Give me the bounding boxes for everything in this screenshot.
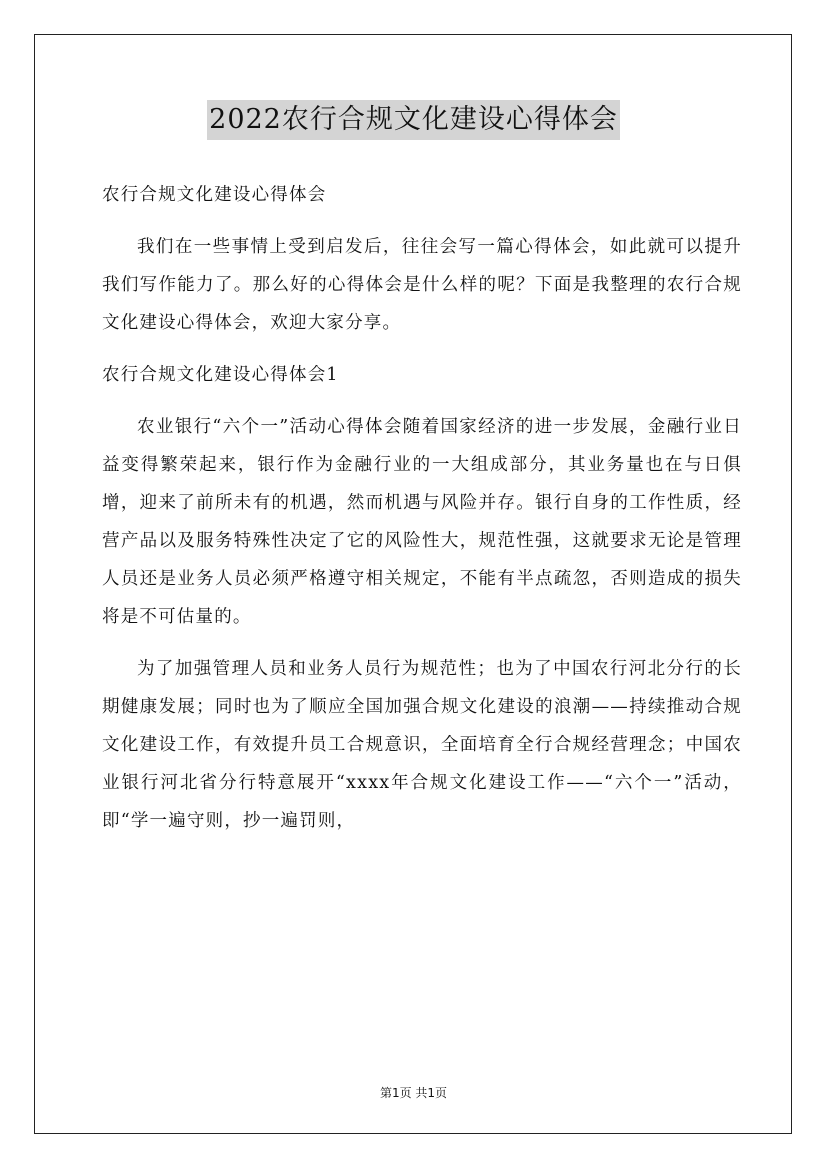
title-container	[0, 100, 827, 140]
body-paragraph-1: 农业银行“六个一”活动心得体会随着国家经济的进一步发展，金融行业日益变得繁荣起来，银行作为金融行业的一大组成部分，其业务量也在与日俱增，迎来了前所未有的机遇，然而机遇与风险并存。银行自身的工作性质，经营产品以及服务特殊性决定了它的风险性大，规范性强，这就要求无论是管理人员还是业务人员必须严格遵守相关规定，不能有半点疏忽，否则造成的损失将是不可估量的。	[102, 417, 742, 627]
page-footer: 第1页 共1页	[379, 1086, 448, 1100]
body-paragraph-2: 为了加强管理人员和业务人员行为规范性；也为了中国农行河北分行的长期健康发展；同时也为了顺应全国加强合规文化建设的浪潮——持续推动合规文化建设工作，有效提升员工合规意识，全面培育全行合规经营理念；中国农业银行河北省分行特意展开“xxxx年合规文化建设工作——“六个一”活动，即“学一遍守则，抄一遍罚则，	[102, 659, 742, 831]
document-body	[102, 176, 742, 854]
document-title: 2022农行合规文化建设心得体会	[207, 100, 620, 140]
section-heading: 农行合规文化建设心得体会1	[102, 365, 339, 385]
document-subtitle: 农行合规文化建设心得体会	[102, 185, 327, 205]
intro-paragraph: 我们在一些事情上受到启发后，往往会写一篇心得体会，如此就可以提升我们写作能力了。那么好的心得体会是什么样的呢？下面是我整理的农行合规文化建设心得体会，欢迎大家分享。	[102, 237, 742, 333]
